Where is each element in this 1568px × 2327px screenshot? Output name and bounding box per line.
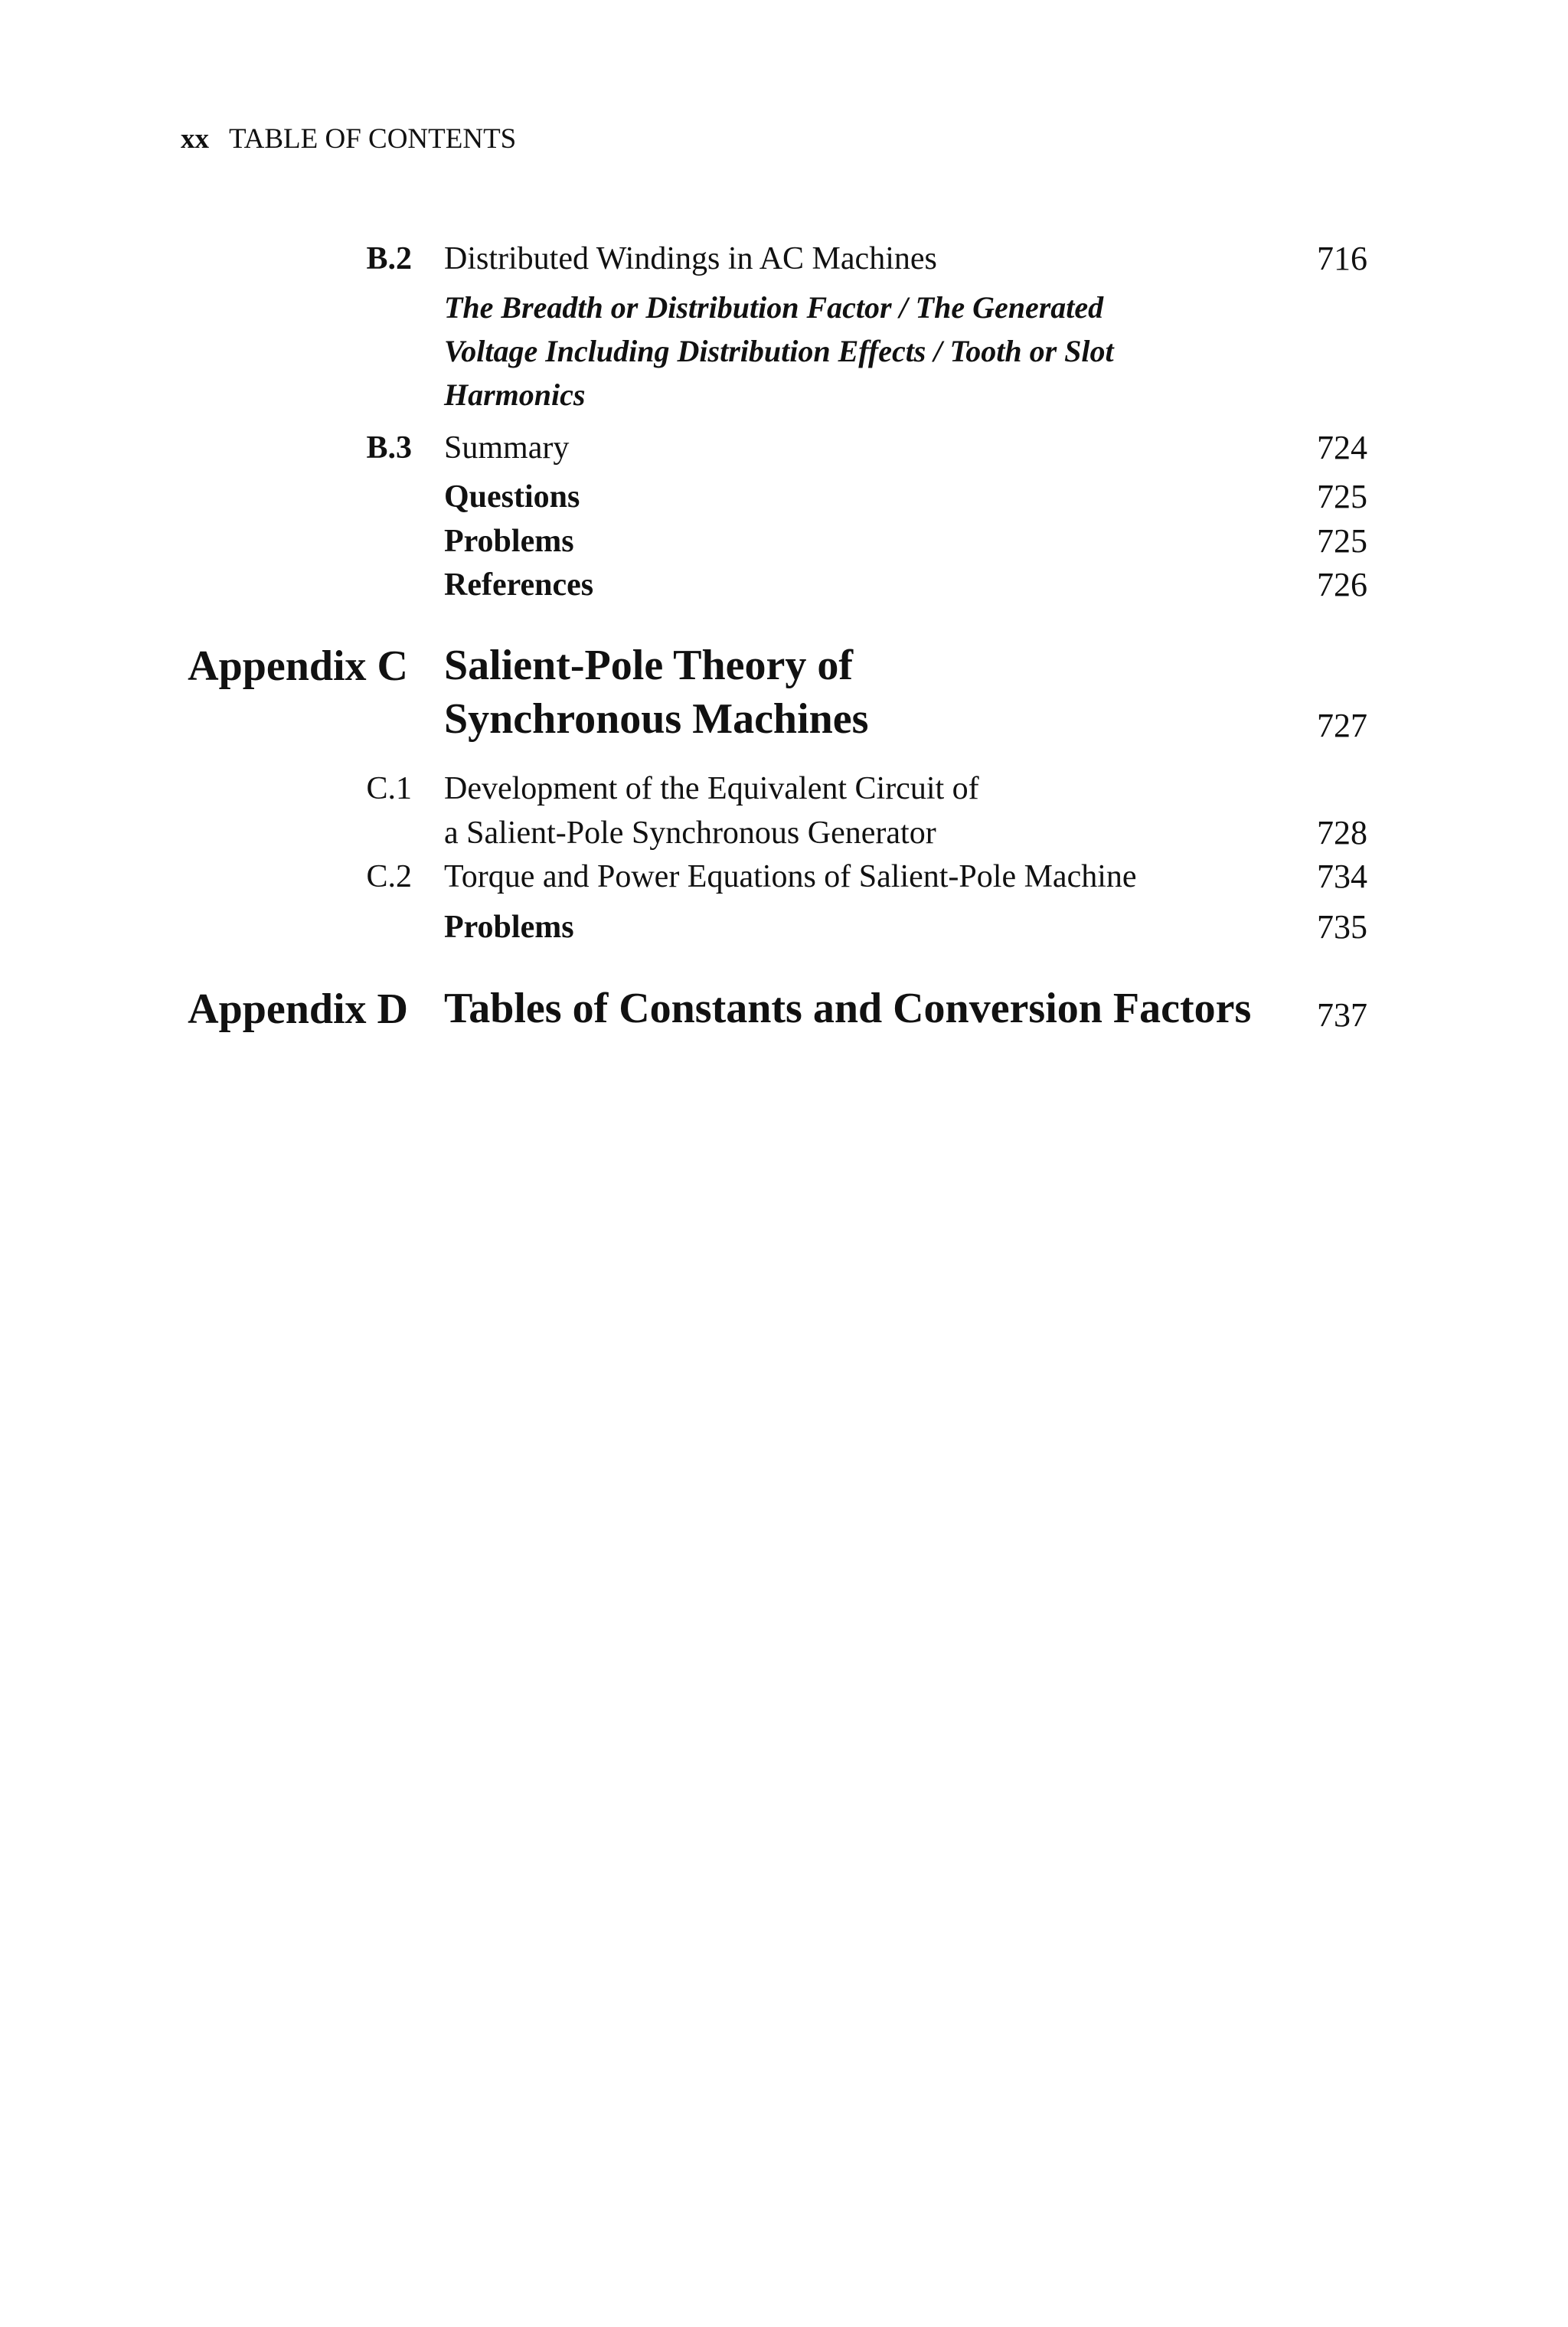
toc-link-c2[interactable]: Torque and Power Equations of Salient-Pole Machine: [444, 859, 1137, 894]
page-number-b3: 724: [1317, 429, 1367, 466]
page-folio: xx: [181, 123, 209, 155]
page-number-c1: 728: [1317, 814, 1367, 851]
subtopics-b2-line2: Voltage Including Distribution Effects / Tooth or Slot: [444, 334, 1114, 368]
toc-link-questions-b[interactable]: Questions: [444, 479, 580, 515]
toc-link-b2[interactable]: Distributed Windings in AC Machines: [444, 241, 937, 276]
toc-link-problems-c[interactable]: Problems: [444, 910, 574, 945]
page-number-appendix-d: 737: [1317, 996, 1367, 1034]
section-number-c2: C.2: [366, 859, 412, 894]
page-number-c2: 734: [1317, 858, 1367, 895]
appendix-d-label: Appendix D: [188, 985, 408, 1033]
toc-link-references-b[interactable]: References: [444, 567, 594, 603]
subtopics-b2-line3: Harmonics: [444, 377, 586, 412]
section-number-b2: B.2: [366, 241, 412, 276]
section-number-c1: C.1: [366, 771, 412, 806]
toc-link-appendix-d[interactable]: Tables of Constants and Conversion Factors: [444, 985, 1252, 1032]
page-number-references-b: 726: [1317, 566, 1367, 603]
page-number-questions-b: 725: [1317, 478, 1367, 515]
running-title: TABLE OF CONTENTS: [229, 123, 517, 155]
page-number-problems-b: 725: [1317, 522, 1367, 560]
toc-link-appendix-c-line1[interactable]: Salient-Pole Theory of: [444, 642, 854, 689]
section-number-b3: B.3: [366, 430, 412, 466]
toc-link-c1-line2[interactable]: a Salient-Pole Synchronous Generator: [444, 815, 936, 851]
page-number-appendix-c: 727: [1317, 707, 1367, 744]
toc-link-c1-line1[interactable]: Development of the Equivalent Circuit of: [444, 771, 979, 806]
toc-link-b3[interactable]: Summary: [444, 430, 570, 466]
toc-link-problems-b[interactable]: Problems: [444, 524, 574, 559]
toc-link-appendix-c-line2[interactable]: Synchronous Machines: [444, 695, 869, 743]
appendix-c-label: Appendix C: [188, 642, 408, 690]
page-number-problems-c: 735: [1317, 908, 1367, 946]
page-number-b2: 716: [1317, 240, 1367, 277]
subtopics-b2-line1: The Breadth or Distribution Factor / The Generated: [444, 290, 1104, 325]
